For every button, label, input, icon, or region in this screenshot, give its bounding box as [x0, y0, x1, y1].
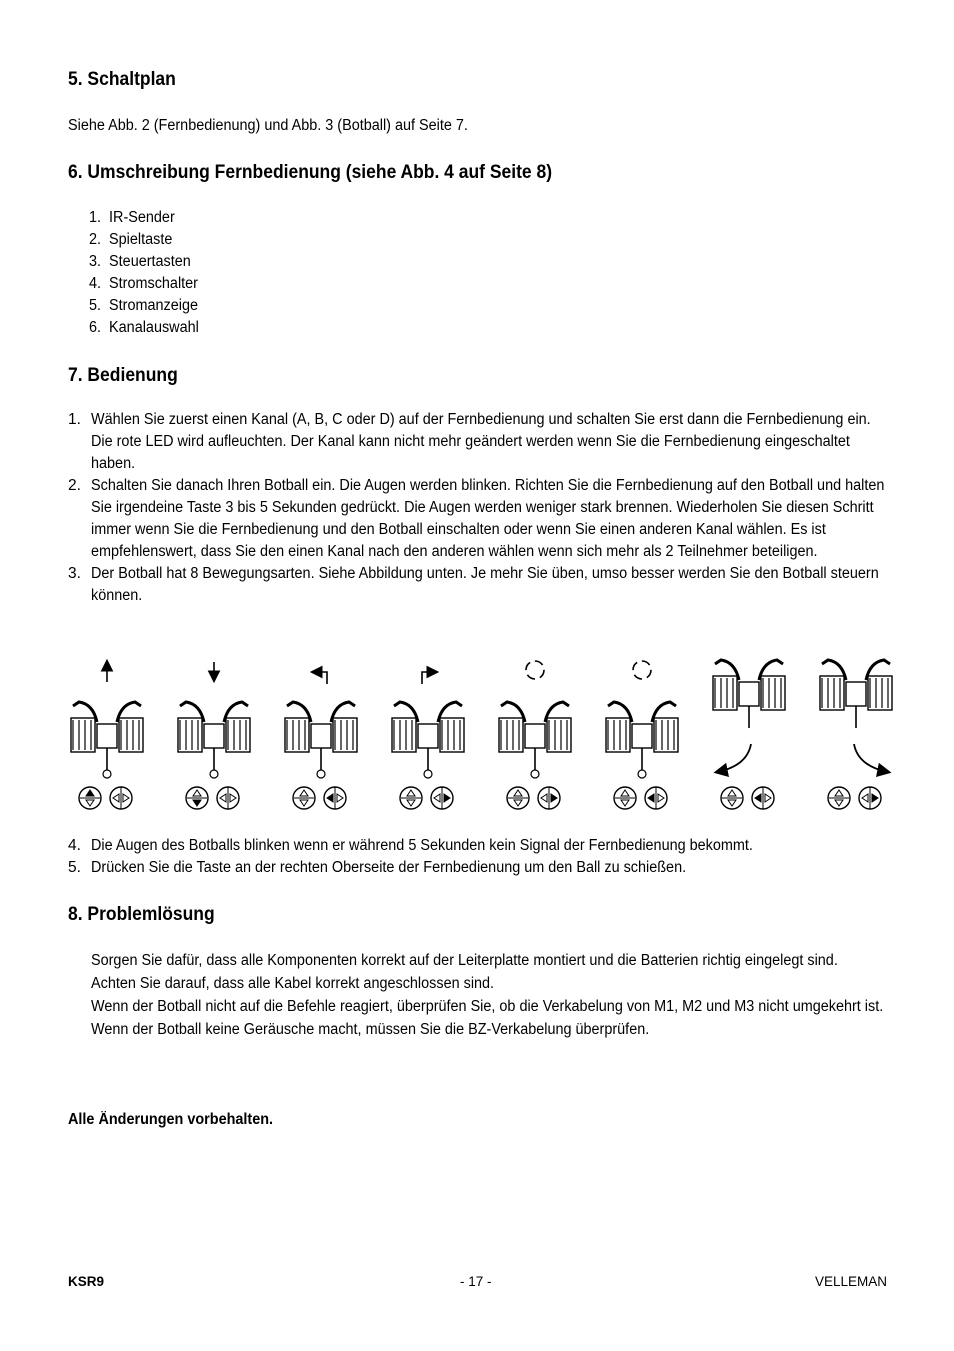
- motion-arrow-icon: [633, 661, 651, 679]
- list-item: 3. Der Botball hat 8 Bewegungsarten. Siehe Abbildung unten. Je mehr Sie üben, umso besser werden Sie den Botball steuern können.: [68, 565, 879, 604]
- movement-panel-swing-left: [713, 660, 785, 809]
- section-title-umschreibung: 6. Umschreibung Fernbedienung (siehe Abb. 4 auf Seite 8): [68, 162, 553, 183]
- motion-arrow-icon: [526, 661, 544, 679]
- remote-control-buttons-icon: [721, 787, 774, 809]
- schaltplan-text: Siehe Abb. 2 (Fernbedienung) und Abb. 3 (Botball) auf Seite 7.: [68, 117, 468, 134]
- motion-arrow-icon: [854, 744, 888, 772]
- movement-panel-forward: [71, 662, 143, 809]
- movement-figure: [60, 648, 900, 818]
- operation-steps-continued: [68, 835, 898, 879]
- motion-arrow-icon: [313, 672, 327, 684]
- list-item: 1. Wählen Sie zuerst einen Kanal (A, B, C oder D) auf der Fernbedienung und schalten Sie erst dann die Fernbedienung ein. Die rote LED wird aufleuchten. Der Kanal kann nicht mehr geändert werden wenn Sie die Fernbedienung eingeschaltet haben.: [68, 411, 871, 472]
- remote-control-buttons-icon: [614, 787, 667, 809]
- movement-panel-turn-left: [285, 672, 357, 809]
- paragraph: Achten Sie darauf, dass alle Kabel korrekt angeschlossen sind.: [91, 975, 495, 992]
- motion-arrow-icon: [422, 672, 436, 684]
- section-title-problemloesung: 8. Problemlösung: [68, 904, 215, 925]
- remote-control-buttons-icon: [79, 787, 132, 809]
- list-item: 1. IR-Sender: [89, 209, 175, 226]
- movement-panel-rotate-ccw: [606, 661, 678, 809]
- section-title-schaltplan: 5. Schaltplan: [68, 69, 176, 90]
- notice: Alle Änderungen vorbehalten.: [68, 1111, 274, 1128]
- list-item: 2. Spieltaste: [89, 231, 173, 248]
- remote-parts-list: [89, 207, 199, 339]
- motion-arrow-icon: [717, 744, 751, 772]
- remote-control-buttons-icon: [507, 787, 560, 809]
- operation-steps: [68, 409, 898, 607]
- list-item: 5. Stromanzeige: [89, 297, 198, 314]
- paragraph: Wenn der Botball keine Geräusche macht, müssen Sie die BZ-Verkabelung überprüfen.: [91, 1021, 650, 1038]
- list-item: 6. Kanalauswahl: [89, 319, 199, 336]
- remote-control-buttons-icon: [293, 787, 346, 809]
- movement-panel-rotate-cw: [499, 661, 571, 809]
- remote-control-buttons-icon: [400, 787, 453, 809]
- troubleshooting-text: [91, 950, 891, 1041]
- list-item: 4. Die Augen des Botballs blinken wenn er während 5 Sekunden kein Signal der Fernbedienung bekommt.: [68, 837, 753, 854]
- section-title-bedienung: 7. Bedienung: [68, 365, 178, 386]
- remote-control-buttons-icon: [186, 787, 239, 809]
- movement-panel-turn-right: [392, 672, 464, 809]
- footer-page-number: - 17 -: [460, 1274, 492, 1289]
- footer-right: VELLEMAN: [815, 1274, 888, 1289]
- footer-left: KSR9: [68, 1274, 105, 1289]
- remote-control-buttons-icon: [828, 787, 881, 809]
- movement-panel-backward: [178, 662, 250, 809]
- list-item: 3. Steuertasten: [89, 253, 191, 270]
- paragraph: Wenn der Botball nicht auf die Befehle reagiert, überprüfen Sie, ob die Verkabelung von M1, M2 und M3 nicht umgekehrt ist.: [91, 998, 884, 1015]
- movement-panel-swing-right: [820, 660, 892, 809]
- list-item: 5. Drücken Sie die Taste an der rechten Oberseite der Fernbedienung um den Ball zu schießen.: [68, 859, 687, 876]
- paragraph: Sorgen Sie dafür, dass alle Komponenten korrekt auf der Leiterplatte montiert und die Batterien richtig eingelegt sind.: [91, 952, 838, 969]
- list-item: 2. Schalten Sie danach Ihren Botball ein. Die Augen werden blinken. Richten Sie die Fernbedienung auf den Botball und halten Sie irgendeine Taste 3 bis 5 Sekunden gedrückt. Die Augen werden weniger stark brennen. Wiederholen Sie diesen Schritt immer wenn Sie die Fernbedienung und den Botball einschalten oder wenn Sie einen anderen Kanal wählen. Es ist empfehlenswert, dass Sie den einen Kanal nach den anderen wählen wenn sich mehr als 2 Teilnehmer beteiligen.: [68, 477, 885, 560]
- list-item: 4. Stromschalter: [89, 275, 198, 292]
